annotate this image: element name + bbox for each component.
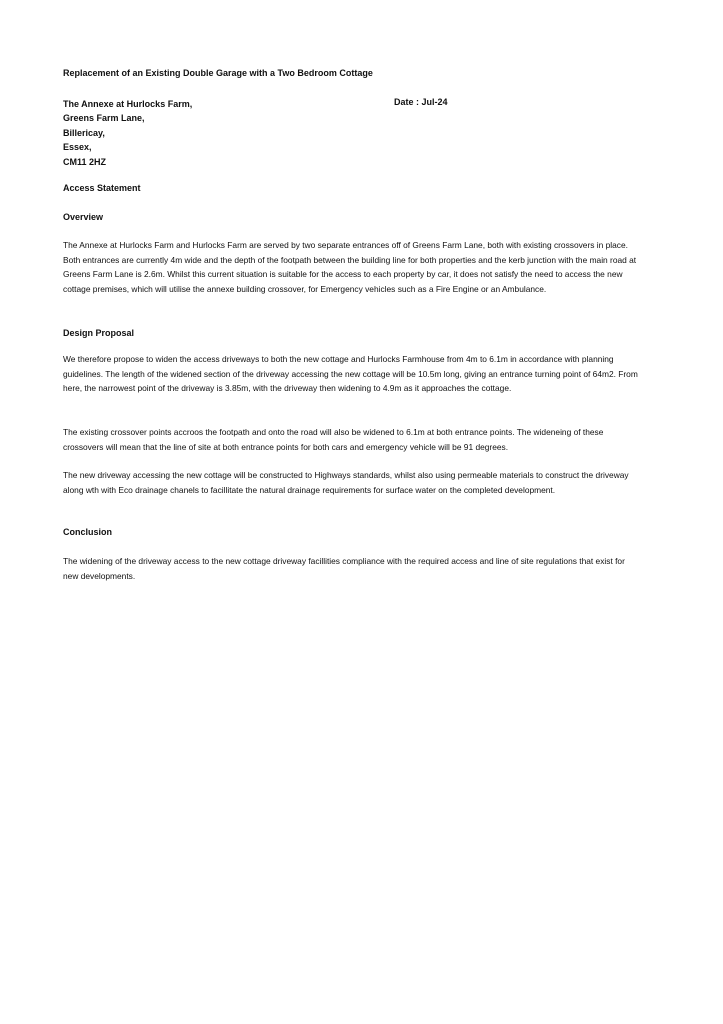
address-line: Billericay, bbox=[63, 127, 105, 138]
design-proposal-heading: Design Proposal bbox=[63, 328, 135, 338]
address-line: Greens Farm Lane, bbox=[63, 113, 145, 124]
date-label: Date bbox=[394, 97, 414, 107]
conclusion-heading: Conclusion bbox=[63, 527, 112, 537]
date-separator: : bbox=[413, 97, 422, 107]
conclusion-paragraph: The widening of the driveway access to the new cottage driveway facillities compliance with the required access and line of site regulations that exist for new developments. bbox=[63, 556, 625, 581]
address-line: CM11 2HZ bbox=[63, 156, 107, 167]
access-statement-heading: Access Statement bbox=[63, 183, 141, 193]
date-line bbox=[394, 97, 448, 107]
overview-paragraph: The Annexe at Hurlocks Farm and Hurlocks Farm are served by two separate entrances off of Greens Farm Lane, both with existing crossovers in place. Both entrances are currently 4m wide and the depth of the footpath between the building line for both properties and the kerb junction with the main road at Greens Farm Lane is 2.6m. Whilst this current situation is suitable for the access to each property by car, it does not satisfy the need to access the new cottage premises, which will utilise the annexe building crossover, for Emergency vehicles such as a Fire Engine or an Ambulance. bbox=[63, 240, 637, 294]
document-title: Replacement of an Existing Double Garage with a Two Bedroom Cottage bbox=[63, 68, 373, 78]
date-value: Jul-24 bbox=[421, 97, 448, 107]
design-paragraph-1: We therefore propose to widen the access driveways to both the new cottage and Hurlocks Farmhouse from 4m to 6.1m in accordance with planning guidelines. The length of the widened section of the driveway accessing the new cottage will be 10.5m long, giving an entrance turning point of 64m2. From here, the narrowest point of the driveway is 3.85m, with the driveway then widening to 4.9m as it approaches the cottage. bbox=[63, 354, 638, 394]
design-paragraph-2: The existing crossover points accroos the footpath and onto the road will also be widened to 6.1m at both entrance points. The wideneing of these crossovers will mean that the line of site at both entrance points for both cars and emergency vehicle will be 91 degrees. bbox=[63, 427, 604, 452]
design-paragraph-3: The new driveway accessing the new cottage will be constructed to Highways standards, whilst also using permeable materials to construct the driveway along wth with Eco drainage chanels to facillitate the natural drainage requirements for surface water on the completed development. bbox=[63, 470, 629, 495]
address-line: The Annexe at Hurlocks Farm, bbox=[63, 99, 193, 109]
address-line: Essex, bbox=[63, 142, 92, 153]
address-block bbox=[63, 97, 192, 169]
overview-heading: Overview bbox=[63, 212, 104, 222]
